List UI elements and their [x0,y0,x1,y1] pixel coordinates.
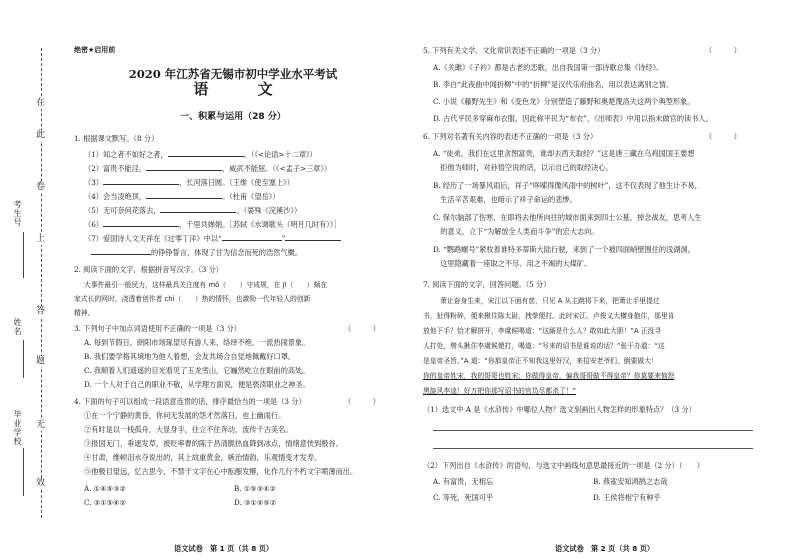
q6-option: A. “徒弟，我们在这里贪图富贵，谁却去西天取经？”这是唐三藏在乌鸡国国王要想 [433,149,695,158]
answer-blank[interactable] [103,175,179,185]
q7-option: B. 燕雀安知鸿鹄之志哉 [593,477,668,486]
q6-option-cont: 的意义，立下“为解放全人类而斗争”的宏大志向。 [433,227,599,236]
name-line[interactable] [23,340,24,378]
q6-option-cont: 拒他为师时，对孙悟空说的话，以示自己的取经决心。 [433,163,613,172]
answer-blank[interactable] [168,147,244,157]
q6-option-cont: 生活辛苦艰难，也暗示了祥子命运的悲惨。 [433,195,577,204]
q7-sub2: （2）下列出自《水浒传》的语句，与选文中画线句意思最接近的一项是（2 分）（ ） [423,461,704,470]
school-label: 毕业学校 [13,410,22,446]
q1-item [84,231,341,246]
q4-option: A. ①④⑤③② [84,484,126,493]
q5-option: B. 李白“此夜曲中闻折柳”中的“折柳”是汉代乐府曲名，用以表达离别之情。 [433,80,674,89]
section-heading: 一、积累与运用（28 分） [180,112,286,122]
left-page [74,0,392,560]
answer-blank[interactable] [285,231,341,241]
q2-text: 家式长的网时，浇透着创作者 chì（ ）热的情怀，也激励一代年轻人的创新 [74,295,311,303]
q3-option: B. 我们要学格其境地为他人着想，会友共场合自觉地佩戴好口罩。 [84,352,296,361]
q4-sentence: ⑤他极目望远，忆古思今，不禁于文字在心中酝酿发酵，化作几行不朽文字喷薄而出。 [84,467,358,476]
answer-line[interactable] [433,430,753,431]
q7-sub1: （1）选文中 A 是《水浒传》中哪位人物？选文刻画出人物怎样的形象特点？（3 分） [423,405,696,414]
q3-stem: 3. 下列句子中加点词语使用不正确的一项是（3 分） [74,324,241,333]
q7-stem: 7. 阅读下面的文字，回答问题。（5 分） [423,280,551,289]
q7-passage-line: 人打处，劈头揪住李虞候便打，喝道：“写来的诏书是谁说的话？”张干办道：“这 [423,342,665,350]
q6-option: C. 保尔脑部了伤寒，在即将去他所向往的城市面来到四士公墓，掉念战友，思考人生 [433,213,702,222]
binding-word: 在 [36,98,46,108]
answer-paren[interactable]: （ ） [344,324,380,333]
q7-option: A. 有富贵，无相忘 [433,477,494,486]
q3-option: D. 一个人对于自己的职业不敬，从学理方面说，便是亵渎职业之神圣。 [84,380,310,389]
q1-item [84,147,317,162]
q7-passage-line: 萧让奋身生来，宋江以下面有慈，只见 A 从主跳将下来，把萧让手里提过 [440,297,660,305]
name-label: 姓名 [13,318,22,336]
q5-option: D. 古代平民多穿麻布衣服，因此称平民为“布衣”，《出师表》中用以指未做官的读书人。 [433,114,713,123]
binding-word: 卷 [36,182,46,192]
q1-item [84,161,331,176]
binding-word: 无 [36,420,46,430]
q4-option: D. ③①④⑤② [234,498,277,507]
q2-stem: 2. 阅读下面的文字，根据拼音写汉字。（3 分） [74,265,223,274]
answer-paren[interactable]: （ ） [705,132,741,141]
q1-item-text: 。（《<论语>十二章》） [243,150,317,159]
q4-option: B. ①⑤③④② [234,484,277,493]
binding-margin [0,0,70,560]
q5-stem: 5. 下列有关文学、文化常识表述不正确的一项是（3 分） [423,46,605,55]
q7-passage-line: 放他下手？恰才解拼开，李虞候喝道：“这厮是什么人？敢如此大胆！”A 正没寻 [423,327,662,335]
q4-sentence: ①在一个宁静的黄昏，你问无发展的怨才然落日，也上幽雨行。 [84,411,286,420]
q1-item-text: （1）知之者不如好之者， [84,150,168,159]
q1-item [84,175,294,190]
q3-option: C. 我顺着人们遥遥的目光看见了玉龙雪山，它巍然屹立在眼前的高处。 [84,366,310,375]
binding-word: 此 [36,130,46,140]
q4-sentence: ②有时是以一栈孤舟，大显身手，往立不住奔动，流传千古美名。 [84,425,293,434]
binding-dashed-line [41,48,42,518]
answer-blank[interactable] [146,189,222,199]
answer-blank[interactable] [146,161,222,171]
candidate-number-label: 考生号 [13,200,22,227]
answer-paren[interactable]: （ ） [344,397,380,406]
binding-word: 题 [36,356,46,366]
q1-item [91,245,302,260]
q1-item-text: 的铮铮誓言，体现了甘为信念而死的浩然气概。 [151,248,302,257]
binding-word: 效 [36,478,46,488]
q7-passage-line [423,385,576,398]
answer-blank[interactable] [222,231,282,241]
q1-item-text: （6） [84,220,103,229]
q1-item-text: 。（晏殊《浣溪沙》） [236,206,302,215]
q1-item-text: ，威武不能屈。（《<孟子>三章》） [222,164,332,173]
answer-blank[interactable] [103,217,179,227]
q1-item-text: ，千里共婵娟。［苏轼《水调歌头（明月几时有）》］ [178,220,341,229]
answer-blank[interactable] [160,203,236,213]
q5-option: A.《关雎》《子衿》都是古老的恋歌，出自我国第一部诗歌总集《诗经》。 [433,63,664,72]
q1-item-text: ” [281,234,286,243]
q4-sentence: ③报国无门，垂遮发草，被贬率曹的陈于昌清脆热血降到冰点，情绪意恍到极谷。 [84,439,343,448]
q1-item-text: （5）无可奈何花落去， [84,206,161,215]
q7-option: D. 王侯将相宁有种乎 [593,493,661,502]
page-footer: 语文试卷 第 1 页（共 8 页） [174,544,274,553]
page-footer: 语文试卷 第 2 页（共 8 页） [555,544,655,553]
answer-paren[interactable]: （ ） [705,46,741,55]
q1-item [84,217,341,232]
answer-line[interactable] [433,448,753,449]
binding-word: 上 [36,234,46,244]
q6-option: D. “鹦鹉螺号”紧枚着谁特多蒂斯大陆行驶，来到了一个被四面峭壁围住的浅湖洞， [433,245,695,254]
q5-option: C. 小说《藤野先生》和《变色龙》分别塑造了藤野和奥楚蔑洛夫这两个典型形象。 [433,97,695,106]
q7-underlined-line: 你的皇帝姓宋，我的哥哥也姓宋；你做得皇帝，偏我哥哥做不得皇帝？你莫要来恼怒 [423,372,675,380]
subject-title: 语 文 [193,80,295,98]
q1-item-text: （4）会当凌绝顶， [84,192,147,201]
q1-item-text: （7）爱国诗人文天祥在《过零丁洋》中以“ [84,234,222,243]
q7-underlined-text: 黑旋风李逵！好万把你那写诏书的官员尽都杀了！” [423,387,577,395]
q6-option: B. 经历了一场暴风雨后，祥子“哆嗦得像风雨中的树叶”，这不仅表现了他生计不易， [433,181,702,190]
q1-stem: 1. 根据课文默写。（8 分） [74,134,159,143]
q1-item-text: （3） [84,178,103,187]
school-line[interactable] [23,448,24,496]
right-page [423,0,763,560]
q4-stem: 4. 下面的句子可以组成一段语意连贯的话，排序最恰当的一项是（3 分） [74,397,306,406]
q7-passage-line: 书，扯得粉碎，便来揪住陈太尉，拽拳便打。此时宋江、卢俊义大横身抱住，那里肯 [423,312,675,320]
q1-item-text: 。（杜甫《望岳》） [222,192,280,201]
secret-mark: 绝密★启用前 [74,46,116,54]
q3-option: A. 每到节假日，朗阳市场琢望尽有游人来，络绎不绝，一派热闹景象。 [84,338,310,347]
answer-blank[interactable] [91,245,151,255]
q1-item [84,203,301,218]
q6-stem: 6. 下列对名著有关内容的表述不正确的一项是（3 分） [423,132,598,141]
q2-text: 精神。 [74,309,95,317]
exam-title: 2020 年江苏省无锡市初中学业水平考试 [128,67,338,81]
candidate-number-line[interactable] [23,232,24,278]
q4-option: C. ③①⑤④② [84,498,127,507]
q7-option: C. 等死，死国可乎 [433,493,494,502]
q6-option-cont: 这里隐藏着一座取之不尽、用之不竭的大煤矿。 [433,259,592,268]
q1-item-text: （2）富贵不能淫， [84,164,147,173]
q7-passage-line: 是皇帝圣旨。”A 道：“你那皇帝正不知我这里好汉，来招安老爷们，倒要做大！ [423,357,658,365]
q2-text: 大事件最引一般民力，这样最具关注度有 mǒ（ ）守成规，在 jī（ ）颇在 [84,281,328,289]
q1-item-text: ，长河落日圆。（王维《使至塞上》） [178,178,294,187]
binding-word: 答 [36,306,46,316]
q4-sentence: ④甘肃，维顿泪水夺说出的，其上故重黄金，嫉治情韵，乐观情变才发寿。 [84,453,322,462]
q1-item [84,189,280,204]
